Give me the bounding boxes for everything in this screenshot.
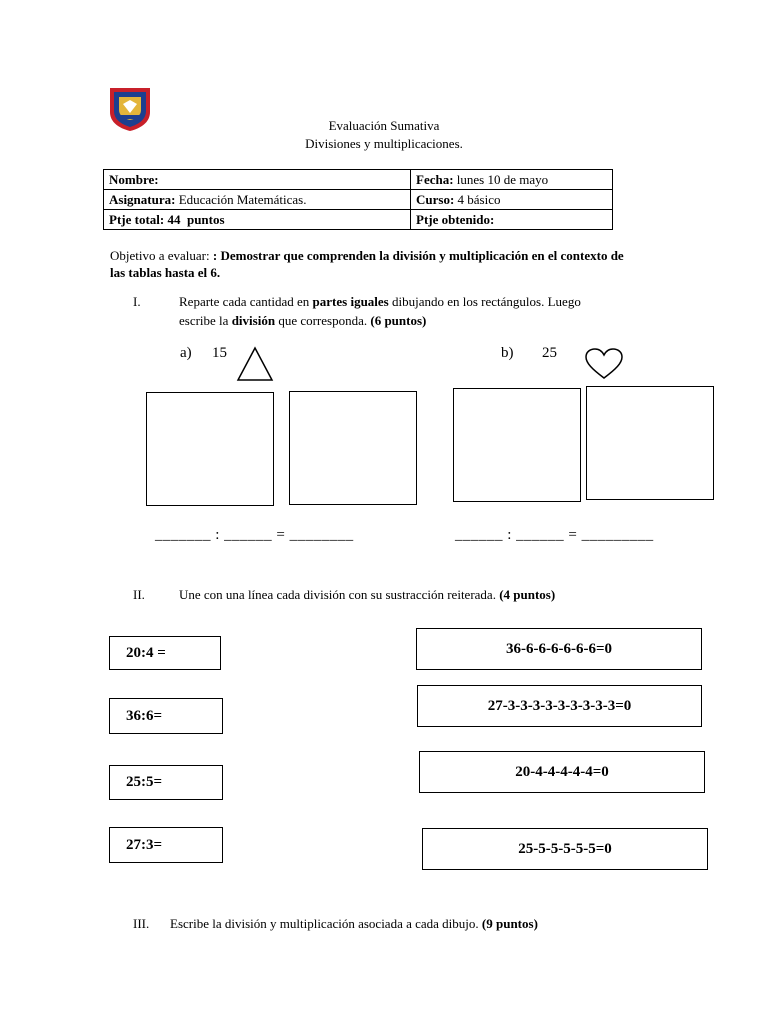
obtained-label: Ptje obtenido: [416, 211, 495, 227]
section-1-bold-a: partes iguales [312, 294, 389, 309]
section-2-text: Une con una línea cada división con su sustracción reiterada. [179, 587, 500, 602]
subject-value: Educación Matemáticas. [178, 191, 307, 207]
item-a-number: 15 [212, 345, 227, 361]
course-label: Curso: [416, 191, 455, 207]
objective-text: : Demostrar que comprenden la división y multiplicación en el contexto de las tablas hasta el 6. [110, 248, 624, 280]
objective [110, 247, 630, 281]
subtraction-box[interactable]: 27-3-3-3-3-3-3-3-3-3=0 [417, 685, 702, 727]
section-1-text-c: escribe la [179, 313, 232, 328]
student-info-table [103, 169, 613, 230]
total-label: Ptje total: [109, 211, 165, 227]
total-value: 44 puntos [167, 211, 225, 227]
section-3-instructions [133, 916, 693, 932]
drawing-rectangle-a1[interactable] [146, 392, 274, 506]
page-subtitle: Divisiones y multiplicaciones. [305, 136, 463, 151]
section-1-number: I. [133, 294, 141, 309]
date-value: lunes 10 de mayo [456, 171, 549, 187]
division-blank-a[interactable]: _______ : ______ = ________ [155, 527, 354, 543]
course-cell [411, 190, 613, 210]
section-2-instructions [133, 587, 693, 603]
drawing-rectangle-b1[interactable] [453, 388, 581, 502]
subtraction-box[interactable]: 20-4-4-4-4-4=0 [419, 751, 705, 793]
course-value: 4 básico [457, 191, 501, 207]
table-row [104, 170, 613, 190]
division-box[interactable]: 25:5= [109, 765, 223, 800]
division-box[interactable]: 27:3= [109, 827, 223, 863]
total-cell [104, 210, 411, 230]
subject-label: Asignatura: [109, 191, 176, 207]
item-b-number: 25 [542, 345, 557, 361]
subtraction-box[interactable]: 36-6-6-6-6-6-6=0 [416, 628, 702, 670]
section-3-text: Escribe la división y multiplicación asociada a cada dibujo. [170, 916, 482, 931]
date-label: Fecha: [416, 171, 454, 187]
section-1-text-a: Reparte cada cantidad en [179, 294, 313, 309]
division-blank-b[interactable]: ______ : ______ = _________ [455, 527, 654, 543]
item-a-letter: a) [180, 345, 192, 361]
section-2-number: II. [133, 587, 145, 602]
subject-cell [104, 190, 411, 210]
objective-label: Objetivo a evaluar: [110, 248, 213, 263]
division-box[interactable]: 36:6= [109, 698, 223, 734]
division-box[interactable]: 20:4 = [109, 636, 221, 670]
section-3-number: III. [133, 916, 150, 931]
table-row [104, 190, 613, 210]
drawing-rectangle-b2[interactable] [586, 386, 714, 500]
section-1-instructions [133, 292, 653, 330]
table-row [104, 210, 613, 230]
obtained-cell[interactable] [411, 210, 613, 230]
subtraction-box[interactable]: 25-5-5-5-5-5=0 [422, 828, 708, 870]
item-b-letter: b) [501, 345, 514, 361]
heart-icon [584, 347, 624, 381]
section-2-points: (4 puntos) [499, 587, 556, 602]
date-cell [411, 170, 613, 190]
section-1-text-d: que corresponda. [275, 313, 371, 328]
section-1-points: (6 puntos) [370, 313, 427, 328]
section-3-points: (9 puntos) [481, 916, 538, 931]
triangle-icon [236, 346, 274, 382]
page-title: Evaluación Sumativa [328, 118, 440, 133]
drawing-rectangle-a2[interactable] [289, 391, 417, 505]
section-1-bold-b: división [231, 313, 276, 328]
name-cell[interactable] [104, 170, 411, 190]
name-label: Nombre: [109, 171, 159, 187]
section-1-text-b: dibujando en los rectángulos. Luego [388, 294, 581, 309]
